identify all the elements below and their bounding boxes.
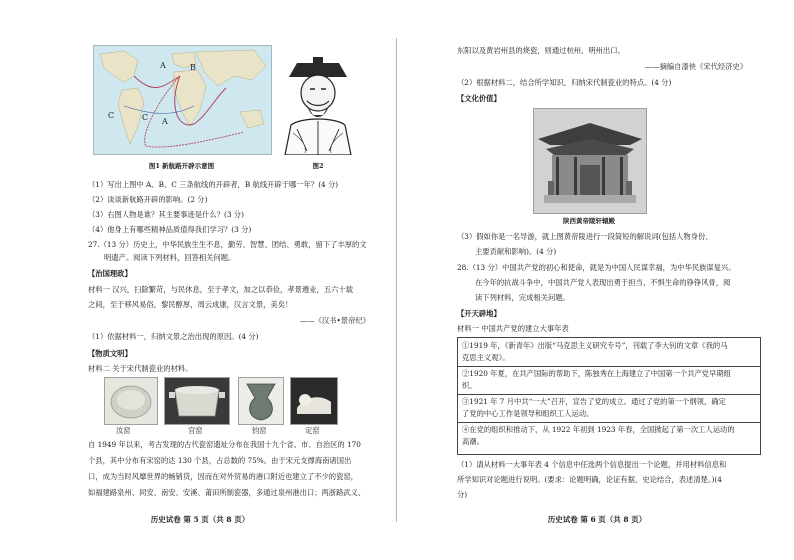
event-1-line-2: 克思主义观》。 — [462, 353, 510, 362]
new-routes-map — [93, 45, 272, 155]
section-zhiguo: 【治国理政】 — [88, 269, 132, 278]
fig2-caption: 图2 — [312, 162, 324, 170]
temple-caption: 陕西黄帝陵轩辕殿 — [563, 217, 615, 225]
jun-vase-svg — [239, 378, 283, 424]
material-2-para-2: 个县，其中分布有宋窑的达 130 个县，占总数的 75%。由于宋元支撑海南诸国出 — [88, 456, 352, 465]
ru-bowl-svg — [105, 378, 157, 424]
question-1-right-line-2: 所学知识对论题进行说明。(要求：论题明确，论证有据，史论结合，表述清楚。)(4 — [457, 475, 722, 484]
event-divider-3 — [458, 422, 760, 423]
footer-page-5: 历史试卷 第 5 页（共 8 页） — [150, 515, 250, 524]
material-1-question: （1）依据材料一，归纳文景之治出现的原因。(4 分) — [88, 332, 259, 341]
fig1-caption: 图1 新航路开辟示意图 — [148, 162, 215, 170]
q28-line-3: 读下列材料，完成相关问题。 — [475, 293, 570, 302]
material-2-para-3: 口，成为当时风靡世界的畅销货，因而在对外贸易的港口附近也建立了不少的瓷窑， — [88, 472, 358, 481]
footer-page-6: 历史试卷 第 6 页（共 8 页） — [547, 515, 647, 524]
question-3: （3）右图人物是谁？其主要事迹是什么？(3 分) — [88, 210, 244, 219]
map-label-a: A — [160, 61, 166, 70]
material-1-line-2: 之间，至于移风易俗，黎民醇厚，周云成康，汉言文景，美矣！ — [88, 300, 293, 309]
material-2-continued: 东阳以及黄岩州县的烧瓷，则通过杭州、明州出口。 — [457, 46, 625, 55]
question-2-right: （2）根据材料二，结合所学知识，归纳宋代制瓷业的特点。(4 分) — [457, 78, 672, 87]
temple-photo — [533, 108, 647, 214]
event-2-line-1: ②1920 年夏，在共产国际的帮助下，陈独秀在上海建立了中国第一个共产党早期组 — [462, 369, 731, 378]
event-divider-2 — [458, 394, 760, 395]
question-2: （2）谈谈新航路开辟的影响。(2 分) — [88, 195, 208, 204]
question-1-right-line-3: 分) — [457, 490, 468, 499]
map-label-c1: C — [108, 111, 115, 120]
porcelain-photo-ding — [290, 377, 338, 425]
event-4-line-1: ④在党的组织和推动下，从 1922 年初到 1923 年春，全国掀起了第一次工人运动的 — [462, 425, 735, 434]
event-3-line-2: 了党的中心工作是领导和组织工人运动。 — [462, 409, 594, 418]
material-1-line-1: 材料一 汉兴，扫除繁苛，与民休息，至于孝文，加之以恭俭，孝景遵业，五六十载 — [88, 285, 354, 294]
event-3-line-1: ③1921 年 7 月中共“一大”召开，宣告了党的成立。通过了党的第一个纲领，确定 — [462, 397, 726, 406]
timeline-box — [457, 337, 761, 455]
page-6 — [397, 0, 794, 560]
guan-vessel-svg — [165, 378, 229, 424]
porcelain-label-guan: 官窑 — [188, 426, 203, 435]
event-divider-1 — [458, 366, 760, 367]
section-wenhua: 【文化价值】 — [457, 94, 501, 103]
portrait-figure — [277, 55, 359, 155]
material-1-title-right: 材料一 中国共产党的建立大事年表 — [457, 324, 569, 333]
section-kaitian: 【开天辟地】 — [457, 309, 501, 318]
map-svg — [94, 46, 271, 154]
porcelain-photo-ru — [104, 377, 158, 425]
question-1: （1）写出上图中 A、B、C 三条航线的开辟者，B 航线开辟于哪一年？(4 分) — [88, 180, 339, 189]
event-1-line-1: ①1919 年，《新青年》出版“马克思主义研究专号”，刊载了李大钊的文章《我的马 — [462, 341, 728, 350]
q28-line-2: 在今年的抗战斗争中，中国共产党人表现出勇于担当、不惧生命的铮铮风骨，阅 — [475, 278, 731, 287]
material-2-source: ——摘编自漆侠《宋代经济史》 — [645, 62, 748, 71]
event-2-line-2: 织。 — [462, 381, 477, 390]
material-2-title: 材料二 关于宋代制瓷业的材料。 — [88, 364, 193, 373]
event-4-line-2: 高潮。 — [462, 437, 484, 446]
material-2-para-4: 如福建路泉州、同安、南安、安溪、莆田所制瓷器，多通过泉州港出口；两浙路武义、 — [88, 488, 366, 497]
porcelain-label-ru: 汝窑 — [116, 426, 131, 435]
question-3-line-2: 主要贡献和影响)。(4 分) — [475, 247, 557, 256]
map-label-a2: A — [162, 117, 168, 126]
ding-pillow-svg — [291, 378, 337, 424]
porcelain-label-jun: 钧窑 — [252, 426, 267, 435]
question-1-right-line-1: （1）请从材料一大事年表 4 个信息中任选两个信息提出一个论题，并用材料信息和 — [457, 460, 727, 469]
question-3-line-1: （3）假如你是一名导游，就上图黄帝陵进行一段简短的解说词(包括人物身份、 — [457, 232, 713, 241]
map-label-b: B — [190, 63, 196, 72]
question-4: （4）他身上有哪些精神品质值得我们学习？(3 分) — [88, 225, 252, 234]
porcelain-photo-jun — [238, 377, 284, 425]
material-1-source: ——《汉书•景帝纪》 — [300, 316, 370, 325]
porcelain-label-ding: 定窑 — [305, 426, 320, 435]
q27-line-1: 27.（13 分）历史上，中华民族生生不息，勤劳、智慧、团结、勇敢，留下了丰厚的文 — [88, 240, 367, 249]
portrait-svg — [277, 55, 359, 155]
q27-line-2: 明遗产。阅读下列材料，回答相关问题。 — [104, 253, 236, 262]
map-label-c2: C — [142, 113, 149, 122]
porcelain-photo-guan — [164, 377, 230, 425]
q28-line-1: 28.（13 分）中国共产党的初心和使命，就是为中国人民谋幸福，为中华民族谋复兴。 — [457, 263, 736, 272]
section-wuzhi: 【物质文明】 — [88, 349, 132, 358]
temple-svg — [534, 109, 646, 213]
material-2-para-1: 自 1949 年以来，考古发现的古代瓷窑遗址分布在我国十九个省、市、自治区的 170 — [88, 440, 361, 449]
